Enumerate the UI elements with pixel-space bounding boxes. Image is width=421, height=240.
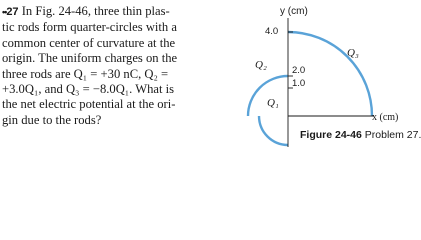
figure-caption xyxy=(300,129,421,141)
problem-line: common center of curvature at the xyxy=(2,35,176,50)
problem-line: three rods are Q₁ = +30 nC, Q₂ = xyxy=(2,66,169,81)
rod-label-q3: Q₃ xyxy=(347,47,359,59)
tick-label-4: 4.0 xyxy=(265,26,279,37)
problem-text xyxy=(2,4,262,128)
problem-line: gin due to the rods? xyxy=(2,112,102,127)
problem-line: +3.0Q₁, and Q₃ = −8.0Q₁. What is xyxy=(2,82,175,97)
figure-24-46 xyxy=(255,0,414,147)
rod-q1-arc xyxy=(259,116,288,145)
caption-figure-number: Figure 24-46 xyxy=(300,129,362,141)
y-axis-label: y (cm) xyxy=(280,6,308,17)
problem-line: tic rods form quarter-circles with a xyxy=(2,20,177,35)
rod-label-q2: Q₂ xyxy=(255,59,267,71)
caption-problem: Problem 27. xyxy=(364,129,421,141)
problem-line: ••27 In Fig. 24-46, three thin plas- xyxy=(2,4,170,18)
tick-label-2: 2.0 xyxy=(292,65,306,76)
difficulty-dots-icon: •• xyxy=(2,7,7,17)
problem-line: origin. The uniform charges on the xyxy=(2,51,178,66)
figure-diagram xyxy=(255,0,414,147)
problem-number: ••27 xyxy=(2,6,19,18)
rod-label-q1: Q₁ xyxy=(267,97,279,109)
x-axis-label: x (cm) xyxy=(372,112,399,123)
problem-line: the net electric potential at the ori- xyxy=(2,97,176,112)
tick-label-1: 1.0 xyxy=(292,78,306,89)
